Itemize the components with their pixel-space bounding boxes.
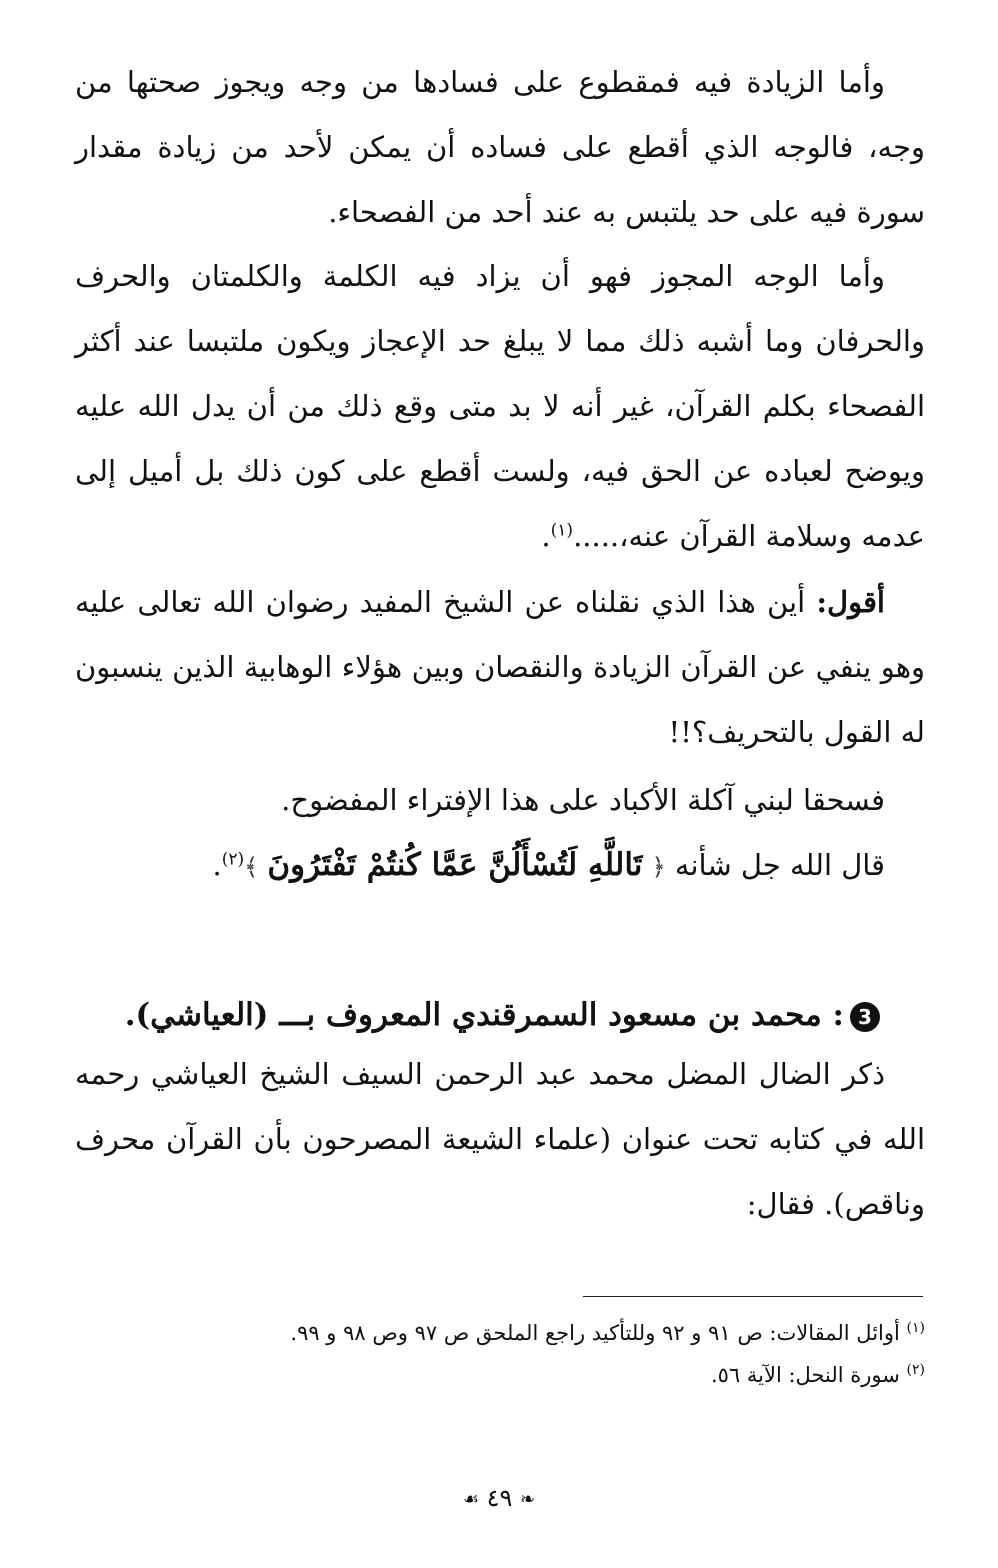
section-heading-text: : محمد بن مسعود السمرقندي المعروف بـــ (العياشي). xyxy=(124,997,844,1033)
paragraph-text: ذكر الضال المضل محمد عبد الرحمن السيف الشيخ العياشي رحمه الله في كتابه تحت عنوان (علماء الشيعة المصرحون بأن القرآن محرف وناقص). فقال: xyxy=(75,1057,925,1221)
ornate-bracket-close: ﴾ xyxy=(244,853,259,881)
paragraph-verse xyxy=(75,768,925,900)
paragraph-text: أين هذا الذي نقلناه عن الشيخ المفيد رضوان الله تعالى عليه وهو ينفي عن القرآن الزيادة والنقصان وبين هؤلاء الوهابية الذين ينسبون له القول بالتحريف؟!! xyxy=(75,585,925,749)
ornament-left-icon: ☙ xyxy=(462,1489,479,1510)
ornament-right-icon: ❧ xyxy=(520,1489,536,1510)
paragraph-body xyxy=(75,244,925,569)
paragraph-text: وأما الوجه المجوز فهو أن يزاد فيه الكلمة والكلمتان والحرف والحرفان وما أشبه ذلك مما لا يبلغ حد الإعجاز ويكون ملتبسا عند أكثر الفصحاء بكلم القرآن، غير أنه لا بد متى وقع ذلك من أن يدل الله عليه ويوضح لعباده عن الحق فيه، ولست أقطع على كون ذلك بل أميل إلى عدمه وسلامة القرآن عنه،..... xyxy=(75,259,925,553)
section-heading xyxy=(75,985,925,1045)
paragraph-response xyxy=(75,570,925,765)
verse-tail: . xyxy=(212,848,222,882)
footnote-divider xyxy=(583,1296,923,1297)
page-number-footer xyxy=(0,1484,998,1512)
footnote-2 xyxy=(75,1354,925,1396)
footnote-ref-1[interactable]: (١) xyxy=(550,520,574,541)
footnote-text: أوائل المقالات: ص ٩١ و ٩٢ وللتأكيد راجع الملحق ص ٩٧ وص ٩٨ و ٩٩. xyxy=(290,1321,907,1345)
footnote-1 xyxy=(75,1312,925,1354)
ornate-bracket-open: ﴿ xyxy=(651,853,666,881)
paragraph-ayyashi xyxy=(75,1042,925,1237)
verse-intro-line: فسحقا لبني آكلة الأكباد على هذا الإفتراء المفضوح. xyxy=(281,783,885,817)
paragraph-tail: . xyxy=(541,519,551,553)
lead-word: أقول: xyxy=(816,585,885,619)
paragraph-body xyxy=(75,570,925,765)
verse-prefix: قال الله جل شأنه xyxy=(665,848,885,882)
paragraph-additions-invalid xyxy=(75,50,925,245)
paragraph-permissible-aspect xyxy=(75,244,925,569)
footnotes xyxy=(75,1312,925,1396)
page-number: ٤٩ xyxy=(486,1484,513,1512)
section-number-badge: 3 xyxy=(850,1002,880,1032)
footnote-text: سورة النحل: الآية ٥٦. xyxy=(710,1363,907,1387)
footnote-number: (١) xyxy=(906,1320,925,1336)
footnote-ref-2[interactable]: (٢) xyxy=(221,849,245,870)
verse-line xyxy=(75,833,925,900)
footnote-number: (٢) xyxy=(906,1362,925,1378)
paragraph-text: وأما الزيادة فيه فمقطوع على فسادها من وجه ويجوز صحتها من وجه، فالوجه الذي أقطع على فساده أن يمكن لأحد من زيادة مقدار سورة فيه على حد يلتبس به عند أحد من الفصحاء. xyxy=(75,65,925,229)
quran-verse: تَاللَّهِ لَتُسْأَلُنَّ عَمَّا كُنتُمْ تَفْتَرُونَ xyxy=(267,847,643,883)
